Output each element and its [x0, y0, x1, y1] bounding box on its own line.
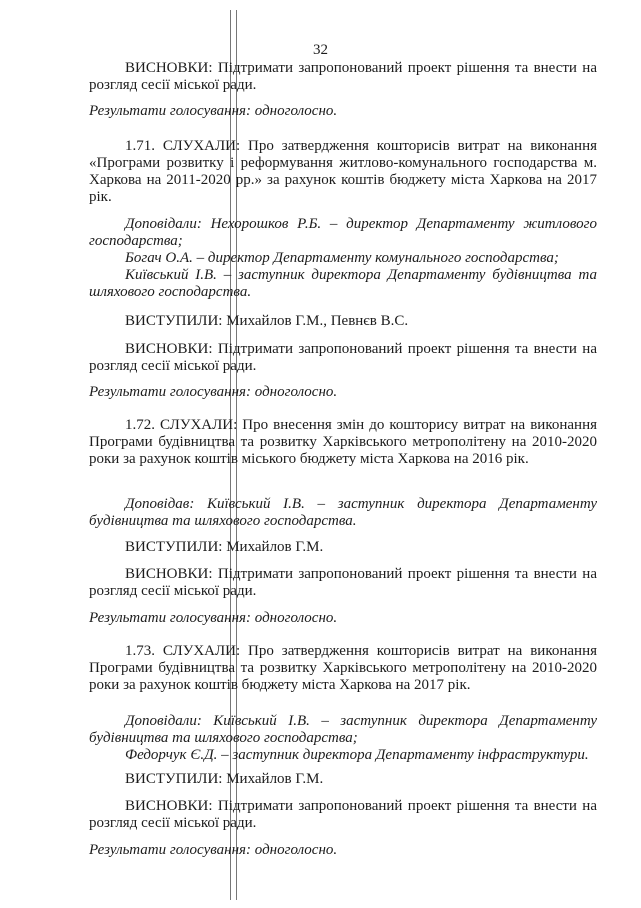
- speaker-line: Федорчук Є.Д. – заступник директора Департаменту інфраструктури.: [125, 747, 589, 763]
- conclusions-paragraph: ВИСНОВКИ: Підтримати запропонований проект рішення та внести на розгляд сесії міської ради.: [89, 566, 597, 599]
- spoke-paragraph: ВИСТУПИЛИ: Михайлов Г.М.: [125, 539, 324, 555]
- spoke-paragraph: ВИСТУПИЛИ: Михайлов Г.М.: [125, 771, 324, 787]
- speakers-block: [89, 713, 597, 764]
- speaker-line: Київський І.В. – заступник директора Департаменту будівництва та шляхового господарства.: [89, 267, 597, 300]
- voting-results: Результати голосування: одноголосно.: [89, 610, 338, 626]
- speakers-block: [89, 496, 597, 530]
- heard-paragraph: 1.71. СЛУХАЛИ: Про затвердження кошторисів витрат на виконання «Програми розвитку і реформування житлово-комунального господарства м. Харкова на 2011-2020 рр.» за рахунок коштів бюджету міста Харкова на 2017 рік.: [89, 138, 597, 205]
- conclusions-paragraph: ВИСНОВКИ: Підтримати запропонований проект рішення та внести на розгляд сесії міської ради.: [89, 60, 597, 93]
- heard-paragraph: 1.72. СЛУХАЛИ: Про внесення змін до кошторису витрат на виконання Програми будівництва та розвитку Харківського метрополітену на 2010-2020 роки за рахунок коштів міського бюджету міста Харкова на 2016 рік.: [89, 417, 597, 467]
- speaker-line: Доповідав: Київський І.В. – заступник директора Департаменту будівництва та шляхового господарства.: [89, 496, 597, 529]
- voting-results: Результати голосування: одноголосно.: [89, 103, 338, 119]
- speakers-block: [89, 216, 597, 301]
- speaker-line: Доповідали: Нехорошков Р.Б. – директор Департаменту житлового господарства;: [89, 216, 597, 249]
- voting-results: Результати голосування: одноголосно.: [89, 842, 338, 858]
- voting-results: Результати голосування: одноголосно.: [89, 384, 338, 400]
- conclusions-paragraph: ВИСНОВКИ: Підтримати запропонований проект рішення та внести на розгляд сесії міської ради.: [89, 798, 597, 831]
- page-number: 32: [313, 42, 328, 58]
- spoke-paragraph: ВИСТУПИЛИ: Михайлов Г.М., Певнєв В.С.: [125, 313, 409, 329]
- speaker-line: Богач О.А. – директор Департаменту комунального господарства;: [125, 250, 559, 266]
- conclusions-paragraph: ВИСНОВКИ: Підтримати запропонований проект рішення та внести на розгляд сесії міської ради.: [89, 341, 597, 374]
- heard-paragraph: 1.73. СЛУХАЛИ: Про затвердження кошторисів витрат на виконання Програми будівництва та розвитку Харківського метрополітену на 2010-2020 роки за рахунок коштів бюджету міста Харкова на 2017 рік.: [89, 643, 597, 693]
- speaker-line: Доповідали: Київський І.В. – заступник директора Департаменту будівництва та шляхового господарства;: [89, 713, 597, 746]
